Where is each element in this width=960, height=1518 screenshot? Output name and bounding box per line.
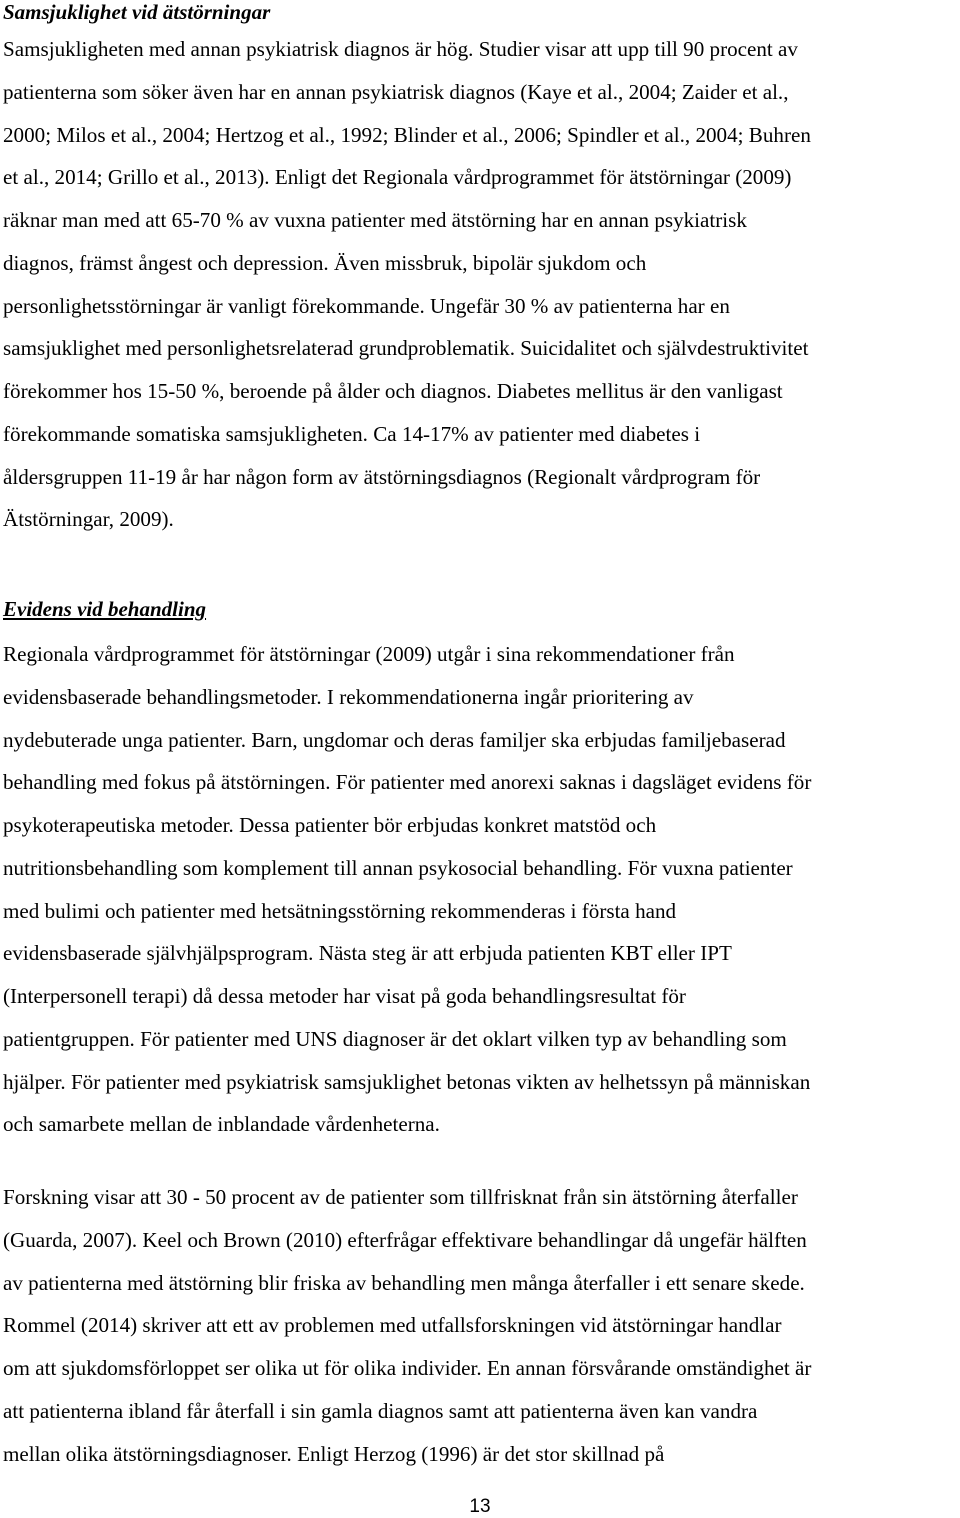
- text-line: av patienterna med ätstörning blir friska av behandling men många återfaller i ett senare skede.: [3, 1270, 805, 1295]
- text-line: förekommande somatiska samsjukligheten. Ca 14-17% av patienter med diabetes i: [3, 421, 701, 446]
- text-line: Regionala vårdprogrammet för ätstörningar (2009) utgår i sina rekommendationer från: [3, 642, 735, 666]
- text-line: psykoterapeutiska metoder. Dessa patienter bör erbjudas konkret matstöd och: [3, 813, 657, 837]
- section-heading-evidens: Evidens vid behandling: [3, 597, 207, 621]
- text-line: hjälper. För patienter med psykiatrisk samsjuklighet betonas vikten av helhetssyn på människan: [3, 1069, 811, 1094]
- text-line: att patienterna ibland får återfall i sin gamla diagnos samt att patienterna även kan vandra: [3, 1398, 758, 1423]
- text-line: (Guarda, 2007). Keel och Brown (2010) efterfrågar effektivare behandlingar då ungefär hälften: [3, 1227, 807, 1252]
- text-line: mellan olika ätstörningsdiagnoser. Enligt Herzog (1996) är det stor skillnad på: [3, 1441, 665, 1466]
- text-line: och samarbete mellan de inblandade vårdenheterna.: [3, 1112, 440, 1137]
- text-line: med bulimi och patienter med hetsätningsstörning rekommenderas i första hand: [3, 898, 677, 923]
- text-line: räknar man med att 65-70 % av vuxna patienter med ätstörning har en annan psykiatrisk: [3, 208, 747, 232]
- text-line: nydebuterade unga patienter. Barn, ungdomar och deras familjer ska erbjudas familjebaserad: [3, 727, 786, 752]
- text-line: (Interpersonell terapi) då dessa metoder har visat på goda behandlingsresultat för: [3, 984, 686, 1008]
- text-line: Rommel (2014) skriver att ett av problemen med utfallsforskningen vid ätstörningar handlar: [3, 1313, 782, 1338]
- paragraph-evidens: [3, 633, 958, 1146]
- text-line: patienterna som söker även har en annan psykiatrisk diagnos (Kaye et al., 2004; Zaider et al.,: [3, 79, 789, 104]
- text-line: förekommer hos 15-50 %, beroende på ålder och diagnos. Diabetes mellitus är den vanligast: [3, 379, 783, 403]
- section-heading-samsjuklighet: Samsjuklighet vid ätstörningar: [3, 0, 271, 24]
- text-line: personlighetsstörningar är vanligt förekommande. Ungefär 30 % av patienterna har en: [3, 293, 730, 318]
- text-line: om att sjukdomsförloppet ser olika ut för olika individer. En annan försvårande omständighet är: [3, 1356, 812, 1380]
- paragraph-aterfall: [3, 1176, 958, 1475]
- page-number: 13: [469, 1496, 491, 1517]
- paragraph-samsjuklighet: [3, 28, 958, 541]
- text-line: samsjuklighet med personlighetsrelaterad grundproblematik. Suicidalitet och självdestruktivitet: [3, 336, 809, 361]
- text-line: diagnos, främst ångest och depression. Även missbruk, bipolär sjukdom och: [3, 250, 647, 275]
- text-line: et al., 2014; Grillo et al., 2013). Enligt det Regionala vårdprogrammet för ätstörningar (2009): [3, 165, 792, 190]
- text-line: nutritionsbehandling som komplement till annan psykosocial behandling. För vuxna patienter: [3, 855, 793, 880]
- text-line: åldersgruppen 11-19 år har någon form av ätstörningsdiagnos (Regionalt vårdprogram för: [3, 464, 761, 489]
- text-line: Forskning visar att 30 - 50 procent av de patienter som tillfrisknat från sin ätstörning återfaller: [3, 1185, 798, 1209]
- text-line: evidensbaserade självhjälpsprogram. Nästa steg är att erbjuda patienten KBT eller IPT: [3, 941, 732, 966]
- text-line: behandling med fokus på ätstörningen. För patienter med anorexi saknas i dagsläget evidens för: [3, 770, 812, 795]
- text-line: Samsjukligheten med annan psykiatrisk diagnos är hög. Studier visar att upp till 90 procent av: [3, 37, 798, 61]
- text-line: 2000; Milos et al., 2004; Hertzog et al., 1992; Blinder et al., 2006; Spindler et al., 2004; Buhren: [3, 122, 811, 147]
- text-line: patientgruppen. För patienter med UNS diagnoser är det oklart vilken typ av behandling som: [3, 1026, 787, 1051]
- text-line: evidensbaserade behandlingsmetoder. I rekommendationerna ingår prioritering av: [3, 684, 694, 709]
- text-line: Ätstörningar, 2009).: [3, 507, 174, 532]
